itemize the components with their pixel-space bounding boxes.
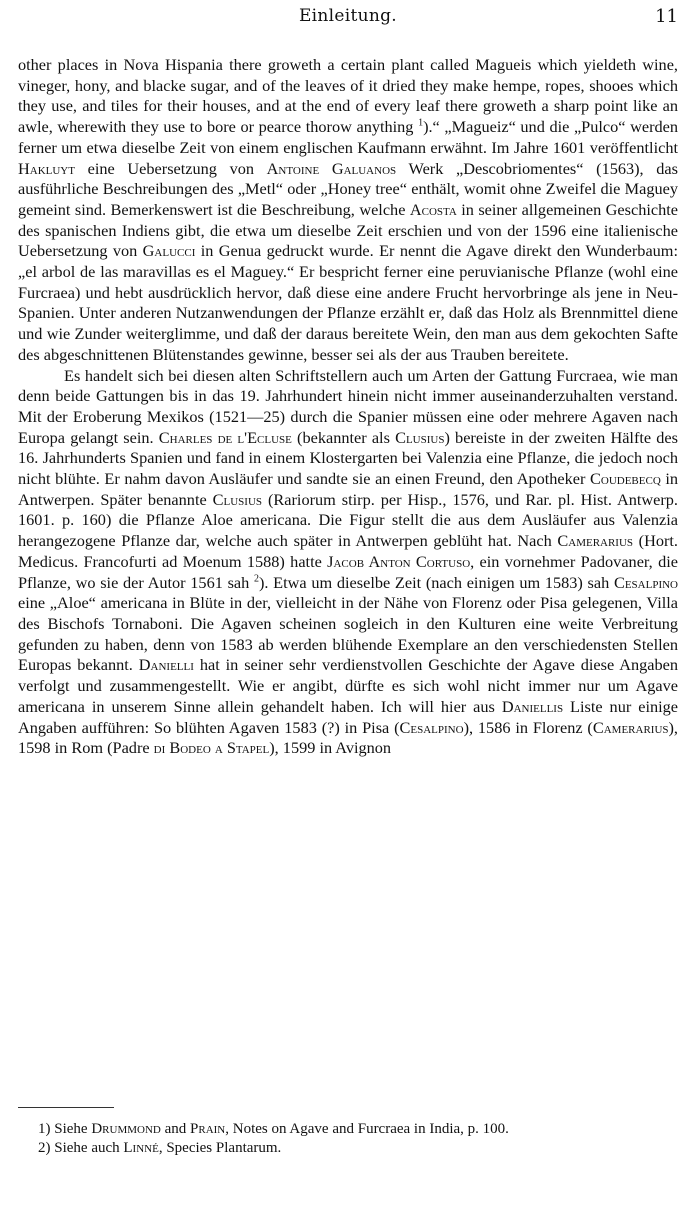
author-name: Daniellis bbox=[501, 696, 564, 716]
text-run: in seiner allgemeinen Geschichte des spanischen Indiens gibt, die etwa um dieselbe Zeit erschien und von der 1596 eine italienische Uebersetzung von bbox=[18, 199, 678, 261]
text-run: Liste nur einige Angaben aufführen: So blühten Agaven 1583 (?) in Pisa ( bbox=[18, 696, 679, 737]
author-name: Clusius bbox=[212, 489, 263, 509]
text-run: in Genua gedruckt wurde. Er nennt die Agave direkt den Wunderbaum: „el arbol de las maravillas es el Maguey.“ Er bespricht ferner eine peruvianische Pflanze (wohl eine Furcraea) und hebt ausdrücklich hervor, daß diese eine andere Frucht hervorbringe als jene in Neu-Spanien. Unter anderen Nutzanwendungen der Pflanze erzählt er, daß das Holz als Brennmittel diene und wie Zunder weiterglimme, und daß der daraus bereitete Wein, den man aus dem gekochten Safte des abgeschnittenen Blütenstandes gewinne, besser sei als der aus Trauben bereitete. bbox=[18, 241, 678, 364]
text-run: Es handelt sich bei diesen alten Schriftstellern auch um Arten der Gattung Furcraea, wie man denn beide Gattungen bis in das 19. Jahrhundert hinein nicht immer auseinanderzuhalten verstand. Mit der Eroberung Mexikos (1521—25) durch die Spanier müssen eine oder mehrere Agaven nach Europa gelangt sein. bbox=[18, 365, 678, 447]
text-run: , Species Plantarum. bbox=[158, 1140, 282, 1156]
text-run: , ein vornehmer Padovaner, die Pflanze, wo sie der Autor 1561 sah bbox=[18, 551, 678, 592]
text-run: and bbox=[160, 1121, 191, 1137]
text-run: ).“ „Magueiz“ und die „Pulco“ werden ferner um etwa dieselbe Zeit von einem englischen Kaufmann erwähnt. Im Jahre 1601 veröffentlicht bbox=[18, 117, 678, 157]
running-title: Einleitung. bbox=[298, 6, 398, 26]
footnote-1 bbox=[18, 1120, 678, 1139]
body-text bbox=[18, 55, 678, 759]
text-run: in Antwerpen. Später benannte bbox=[18, 469, 678, 509]
text-run: 2) Siehe auch bbox=[38, 1140, 124, 1156]
author-name: Camerarius bbox=[592, 717, 669, 737]
text-run: other places in Nova Hispania there groweth a certain plant called Magueis which yieldeth wine, vineger, hony, and blacke sugar, and of the leaves of it dried they make hempe, ropes, shooes which they use, and tiles for their houses, and at the end of every leaf there groweth a sharp point like an awle, wherewith they use to bore or pearce thorow anything bbox=[18, 55, 678, 137]
page-number: 11 bbox=[655, 6, 678, 27]
author-name: Coudebecq bbox=[590, 469, 661, 489]
text-run: ). Etwa um dieselbe Zeit (nach einigen um 1583) sah bbox=[258, 572, 614, 592]
text-run: , Notes on Agave and Furcraea in India, p. 100. bbox=[225, 1121, 509, 1137]
text-run: ), 1598 in Rom (Padre bbox=[18, 717, 679, 758]
text-run: hat in seiner sehr verdienstvollen Geschichte der Agave diese Angaben verfolgt und zusammengestellt. Wie er angibt, dürfte es sich wohl nicht immer nur um Agave americana in unserem Sinne allein gehandelt haben. Ich will hier aus bbox=[18, 655, 678, 716]
author-name: Camerarius bbox=[557, 531, 634, 551]
author-name: Cesalpino bbox=[399, 717, 464, 737]
text-run: (Rariorum stirp. per Hisp., 1576, und Rar. pl. Hist. Antwerp. 1601. p. 160) die Pflanze Aloe americana. Die Figur stellt die aus dem Ausläufer aus Valenzia herangezogene Pflanze dar, welche auch später in Antwerpen geblüht hat. Nach bbox=[18, 489, 678, 551]
page-header bbox=[18, 6, 678, 30]
author-name: Acosta bbox=[409, 199, 457, 219]
text-run: (Hort. Medicus. Francofurti ad Moenum 1588) hatte bbox=[18, 531, 678, 571]
author-name: Hakluyt bbox=[18, 158, 75, 178]
footnote-ref-1: 1 bbox=[418, 117, 424, 129]
text-run: eine Uebersetzung von bbox=[74, 158, 267, 178]
author-name: Cesalpino bbox=[613, 572, 678, 592]
author-name: Linné bbox=[123, 1140, 159, 1156]
text-run: Werk „Descobriomentes“ (1563), das ausführliche Beschreibungen des „Metl“ oder „Honey tree“ enthält, womit ohne Zweifel die Maguey gemeint sind. Bemerkenswert ist die Beschreibung, welche bbox=[18, 158, 678, 219]
footnote-divider bbox=[18, 1107, 114, 1108]
text-run: eine „Aloe“ americana in Blüte in der, vielleicht in der Nähe von Florenz oder Pisa gelegenen, Villa des Bischofs Tornaboni. Die Agaven scheinen sogleich in den Kulturen eine weite Verbreitung gefunden zu haben, denn von 1583 ab werden blühende Exemplare an den verschiedensten Stellen Europas bekannt. bbox=[18, 593, 678, 675]
text-run: ), 1586 in Florenz ( bbox=[463, 717, 593, 737]
paragraph-continued bbox=[18, 55, 678, 366]
footnote-2 bbox=[18, 1139, 678, 1158]
paragraph bbox=[18, 366, 678, 759]
author-name: di Bodeo a Stapel bbox=[153, 738, 270, 758]
author-name: Charles de l'Ecluse bbox=[158, 427, 292, 447]
text-run: ), 1599 in Avignon bbox=[269, 738, 392, 758]
author-name: Antoine Galuanos bbox=[266, 158, 397, 178]
author-name: Galucci bbox=[142, 241, 196, 261]
text-run: (bekannter als bbox=[291, 427, 396, 447]
author-name: Jacob Anton Cortuso bbox=[327, 551, 471, 571]
author-name: Prain bbox=[190, 1121, 226, 1137]
author-name: Danielli bbox=[138, 655, 194, 675]
author-name: Clusius bbox=[395, 427, 445, 447]
text-run: 1) Siehe bbox=[38, 1121, 92, 1137]
text-run: ) bereiste in der zweiten Hälfte des 16. Jahrhunderts Spanien und fand in einem Klostergarten bei Valenzia eine Pflanze, die jedoch noch nicht blühte. Er nahm davon Ausläufer und sandte sie an einen Freund, den Apotheker bbox=[18, 427, 678, 489]
footnotes bbox=[18, 1120, 678, 1158]
author-name: Drummond bbox=[91, 1121, 161, 1137]
footnote-ref-2: 2 bbox=[253, 573, 259, 585]
